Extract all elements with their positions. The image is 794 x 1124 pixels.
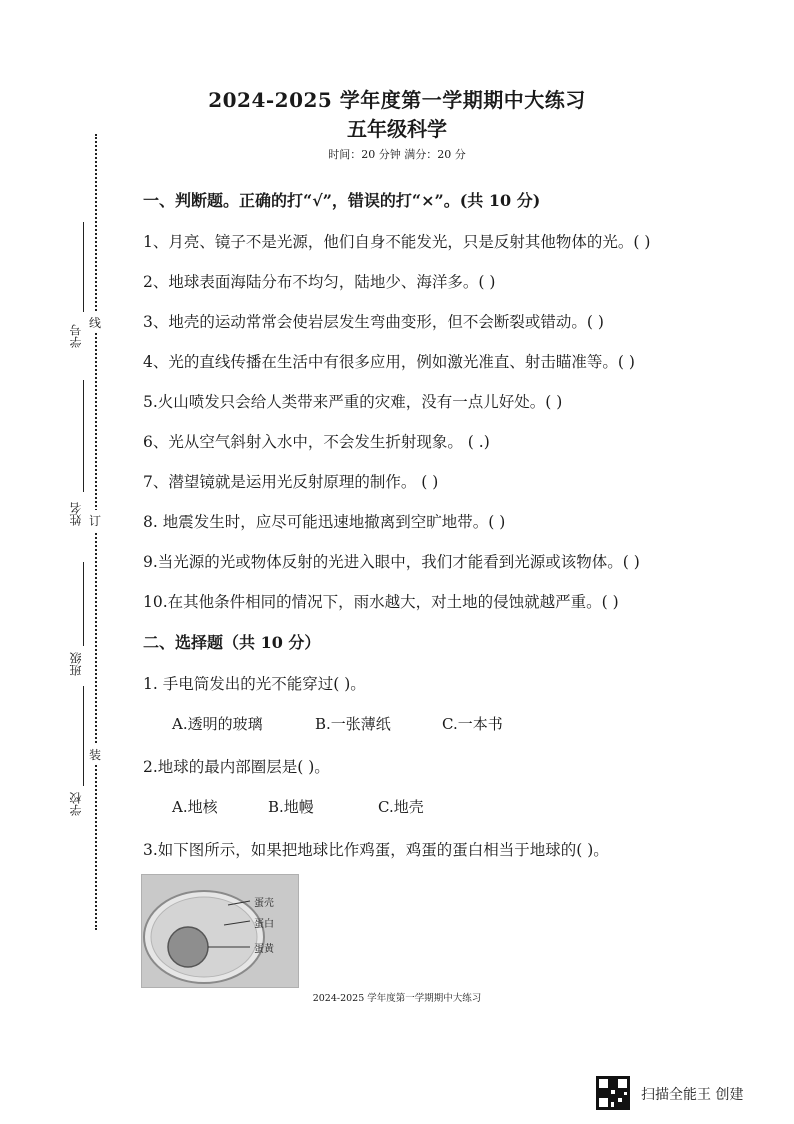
judge-item-2: 2、地球表面海陆分布不均匀，陆地少、海洋多。( ) (143, 273, 496, 291)
name-label: 姓名 (69, 502, 83, 526)
school-label: 学校 (69, 792, 83, 816)
class-label: 班级 (69, 652, 83, 676)
judge-item-5: 5.火山喷发只会给人类带来严重的灾难，没有一点儿好处。( ) (143, 393, 563, 411)
label-egg-white: 蛋白 (254, 919, 274, 930)
choice-q2-option-a: A.地核 (172, 798, 218, 816)
student-no-label: 学号 (69, 324, 83, 348)
choice-q1-option-b: B.一张薄纸 (315, 715, 391, 733)
school-underline[interactable] (83, 686, 84, 786)
choice-q2-option-b: B.地幔 (268, 798, 314, 816)
judge-item-4: 4、光的直线传播在生活中有很多应用，例如激光准直、射击瞄准等。( ) (143, 353, 635, 371)
judge-item-8: 8. 地震发生时，应尽可能迅速地撤离到空旷地带。( ) (143, 513, 506, 531)
choice-q2-stem: 2.地球的最内部圈层是( )。 (143, 758, 330, 776)
egg-yolk-shape (168, 927, 208, 967)
binding-dotted-line (95, 134, 97, 930)
choice-q1-option-a: A.透明的玻璃 (172, 715, 263, 733)
choice-q1-stem: 1. 手电筒发出的光不能穿过( )。 (143, 675, 366, 693)
page-subtitle: 五年级科学 (347, 117, 447, 141)
egg-illustration (142, 875, 298, 987)
binding-fold-char: 装 (89, 744, 101, 765)
judge-item-10: 10.在其他条件相同的情况下，雨水越大，对土地的侵蚀就越严重。( ) (143, 593, 619, 611)
egg-diagram (141, 874, 299, 988)
judge-item-9: 9.当光源的光或物体反射的光进入眼中，我们才能看到光源或该物体。( ) (143, 553, 640, 571)
choice-q3-stem: 3.如下图所示，如果把地球比作鸡蛋，鸡蛋的蛋白相当于地球的( )。 (143, 841, 609, 859)
judge-item-1: 1、月亮、镜子不是光源，他们自身不能发光，只是反射其他物体的光。( ) (143, 233, 651, 251)
section1-heading: 一、判断题。正确的打“√”，错误的打“×”。(共 10 分) (143, 191, 541, 210)
exam-meta: 时间：20 分钟 满分：20 分 (328, 148, 466, 161)
section2-heading: 二、选择题（共 10 分） (143, 633, 321, 652)
judge-item-6: 6、光从空气斜射入水中，不会发生折射现象。 ( .) (143, 433, 490, 451)
page-title: 2024-2025 学年度第一学期期中大练习 (208, 88, 586, 112)
binding-line-char: 线 (89, 312, 101, 333)
label-egg-yolk: 蛋黄 (254, 944, 274, 955)
choice-q1-option-c: C.一本书 (442, 715, 503, 733)
class-underline[interactable] (83, 562, 84, 646)
student-no-underline[interactable] (83, 222, 84, 312)
judge-item-7: 7、潜望镜就是运用光反射原理的制作。 ( ) (143, 473, 439, 491)
name-underline[interactable] (83, 380, 84, 492)
judge-item-3: 3、地壳的运动常常会使岩层发生弯曲变形，但不会断裂或错动。( ) (143, 313, 604, 331)
choice-q2-option-c: C.地壳 (378, 798, 424, 816)
qr-code-icon (596, 1076, 630, 1110)
page-footer: 2024-2025 学年度第一学期期中大练习 (312, 993, 482, 1004)
scanner-watermark: 扫描全能王 创建 (641, 1087, 744, 1103)
label-egg-shell: 蛋壳 (254, 898, 274, 909)
binding-nail-char: 订 (89, 510, 101, 531)
